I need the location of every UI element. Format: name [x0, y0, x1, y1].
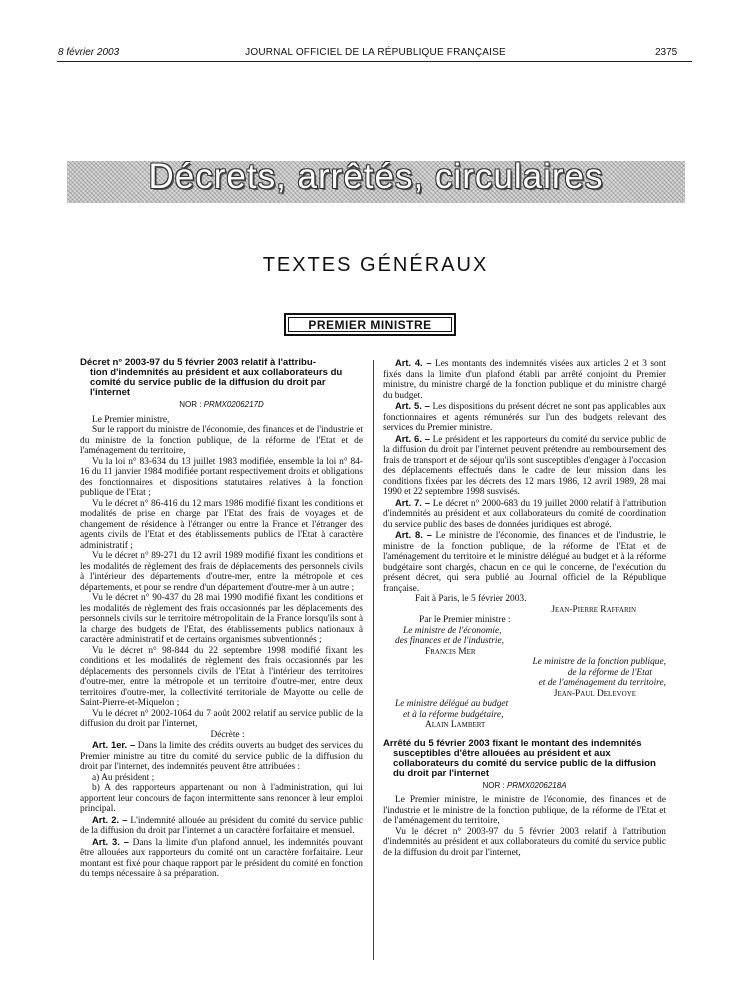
article-label: Art. 1er. –	[92, 739, 136, 750]
arrete-title	[383, 739, 666, 779]
ministry-label: PREMIER MINISTRE	[288, 317, 452, 332]
signature-pm: Jean-Pierre Raffarin	[551, 604, 636, 615]
decree-nor	[80, 400, 363, 411]
article-2	[80, 815, 363, 837]
article-text: L'indemnité allouée au président du comité du service public de la diffusion du droit par l'internet a un caractère forfaitaire et mensuel.	[80, 815, 364, 836]
arrete-nor	[383, 781, 666, 792]
article-label: Art. 2. –	[92, 813, 128, 825]
article-1	[80, 740, 363, 773]
minister-budget-1: Le ministre délégué au budget	[395, 699, 509, 709]
by-pm: Par le Premier ministre :	[419, 615, 511, 625]
column-divider	[373, 360, 374, 960]
article-4	[383, 358, 666, 401]
left-column	[80, 358, 363, 880]
nor-value: PRMX0206218A	[506, 780, 567, 790]
article-text: Dans la limite d'un plafond annuel, les indemnités pouvant être allouées aux rapporteurs du comité ont un caractère forfaitaire. Leur montant est fixé pour chaque rapport par le président du comité en fonction du temps nécessaire à sa préparation.	[80, 837, 364, 879]
arrete-title-first: Arrêté du 5 février 2003 fixant le montant des indemnités	[383, 737, 642, 749]
paragraph: Sur le rapport du ministre de l'économie, des finances et de l'industrie et du ministre de la fonction publique, de la réforme de l'Etat et de l'aménagement du territoire,	[80, 425, 363, 456]
section-banner	[67, 157, 685, 203]
paragraph: Le Premier ministre,	[92, 414, 170, 425]
nor-label: NOR :	[482, 780, 505, 790]
signature-fp: Jean-Paul Delevoye	[553, 688, 636, 699]
paragraph: Vu le décret n° 2003-97 du 5 février 2003 relatif à l'attribution d'indemnités au président et aux collaborateurs du comité du service public de la diffusion du droit par l'internet,	[383, 826, 666, 858]
minister-fp-3: et de l'aménagement du territoire,	[538, 678, 666, 688]
article-3	[80, 837, 363, 880]
ministry-box	[284, 313, 456, 336]
paragraph: Vu le décret n° 89-271 du 12 avril 1989 modifié fixant les conditions et les modalités de règlement des frais de déplacements des personnels civils à l'intérieur des départements d'outre-mer, entre la métropole et ces départements, et pour se rendre d'un département d'outre-mer à un autre ;	[80, 551, 363, 593]
minister-budget-2: et à la réforme budgétaire,	[403, 709, 504, 720]
header-rule	[57, 61, 692, 62]
minister-eco-1: Le ministre de l'économie,	[403, 625, 502, 636]
header-date: 8 février 2003	[58, 47, 120, 58]
paragraph: Vu le décret n° 2002-1064 du 7 août 2002 relatif au service public de la diffusion du droit par l'internet,	[80, 708, 363, 729]
paragraph: Vu le décret n° 86-416 du 12 mars 1986 modifié fixant les conditions et modalités de prise en charge par l'Etat des frais de voyages et de changement de résidence à l'étranger ou entre la France et l'étranger des agents civils de l'Etat et des établissements publics de l'Etat à caractère administratif ;	[80, 498, 363, 551]
decree-title-rest: tion d'indemnités au président et aux collaborateurs du comité du service public de la diffusion du droit par l'internet	[90, 367, 343, 398]
article-label: Art. 5. –	[395, 400, 430, 411]
article-1-b: b) A des rapporteurs appartenant ou non à l'administration, qui lui apportent leur concours de façon intermittente sans renoncer à leur emploi principal.	[80, 783, 363, 814]
minister-fp-1: Le ministre de la fonction publique,	[532, 657, 666, 667]
decree-title-first: Décret n° 2003-97 du 5 février 2003 relatif à l'attribu-	[80, 357, 316, 368]
article-label: Art. 6. –	[395, 432, 430, 444]
journal-title: JOURNAL OFFICIEL DE LA RÉPUBLIQUE FRANÇAISE	[245, 47, 506, 58]
right-column	[383, 358, 666, 858]
article-5	[383, 401, 666, 434]
article-label: Art. 8. –	[395, 529, 432, 540]
nor-value: PRMX0206217D	[203, 400, 264, 409]
article-text: Le président et les rapporteurs du comité du service public de la diffusion du droit par l'internet peuvent prétendre au remboursement des frais de transport et de séjour qu'ils sont susceptibles d'engager à l'occasion des déplacements effectués dans le cadre de leur mission dans les conditions fixées par les décrets des 12 mars 1986, 12 avril 1989, 28 mai 1990 et 22 septembre 1998 susvisés.	[383, 434, 667, 497]
article-label: Art. 7. –	[395, 496, 431, 508]
article-1-a: a) Au président ;	[92, 772, 155, 783]
article-label: Art. 3. –	[92, 835, 129, 847]
decrete: Décrète :	[210, 729, 245, 740]
article-6	[383, 434, 666, 498]
page-number: 2375	[655, 47, 678, 58]
minister-eco-2: des finances et de l'industrie,	[395, 636, 505, 646]
article-label: Art. 4. –	[395, 357, 432, 368]
minister-fp-2: de la réforme de l'Etat	[567, 667, 652, 678]
paragraph: Vu le décret n° 90-437 du 28 mai 1990 modifié fixant les conditions et les modalités de règlement des frais occasionnés par les déplacements des personnels civils sur le territoire métropolitain de la France lorsqu'ils sont à la charge des budgets de l'Etat, des établissements publics nationaux à caractère administratif et de certains organismes subventionnés ;	[80, 593, 363, 645]
nor-label: NOR :	[179, 400, 202, 409]
signature-budget: Alain Lambert	[425, 720, 486, 730]
decree-title	[80, 358, 363, 398]
article-text: Les dispositions du présent décret ne sont pas applicables aux fonctionnaires et agents rémunérés sur l'un des budgets relevant des services du Premier ministre.	[383, 402, 666, 433]
article-text: Le décret n° 2000-683 du 19 juillet 2000 relatif à l'attribution d'indemnités au président et aux collaborateurs du comité de coordination du service public des bases de données juridiques est abrogé.	[383, 498, 667, 530]
paragraph: Vu la loi n° 83-634 du 13 juillet 1983 modifiée, ensemble la loi n° 84-16 du 11 janvier 1984 modifiée portant respectivement droits et obligations des fonctionnaires et dispositions statutaires relatives à la fonction publique de l'Etat ;	[80, 456, 363, 498]
done-at: Fait à Paris, le 5 février 2003.	[415, 594, 527, 604]
article-8	[383, 530, 666, 594]
arrete-title-rest: susceptibles d'être allouées au président et aux collaborateurs du comité du service public de la diffusion du droit par l'internet	[393, 747, 656, 779]
article-text: Dans la limite des crédits ouverts au budget des services du Premier ministre au titre du comité du service public de la diffusion du droit par l'internet, des indemnités peuvent être attribuées :	[80, 741, 364, 772]
paragraph: Le Premier ministre, le ministre de l'économie, des finances et de l'industrie et le ministre de la fonction publique, de la réforme de l'Etat et de l'aménagement du territoire,	[383, 795, 666, 826]
banner-title: Décrets, arrêtés, circulaires	[148, 157, 604, 196]
article-7	[383, 498, 666, 531]
article-text: Les montants des indemnités visées aux articles 2 et 3 sont fixés dans la limite d'un plafond établi par arrêté conjoint du Premier ministre, du ministre chargé de la fonction publique et du ministre chargé du budget.	[383, 359, 666, 401]
section-title: TEXTES GÉNÉRAUX	[262, 254, 489, 276]
paragraph: Vu le décret n° 98-844 du 22 septembre 1998 modifié fixant les conditions et les modalités de règlement des frais occasionnés par les déplacements des personnels civils de l'Etat à l'intérieur des territoires d'outre-mer, entre la métropole et un territoire d'outre-mer, entre deux territoires d'outre-mer, la collectivité territoriale de Mayotte ou celle de Saint-Pierre-et-Miquelon ;	[80, 645, 363, 708]
article-text: Le ministre de l'économie, des finances et de l'industrie, le ministre de la fonction publique, de la réforme de l'Etat et de l'aménagement du territoire et le ministre délégué au budget et à la réforme budgétaire sont chargés, chacun en ce qui le concerne, de l'exécution du présent décret, qui sera publié au Journal officiel de la République française.	[383, 531, 667, 594]
signature-eco: Francis Mer	[425, 646, 476, 657]
